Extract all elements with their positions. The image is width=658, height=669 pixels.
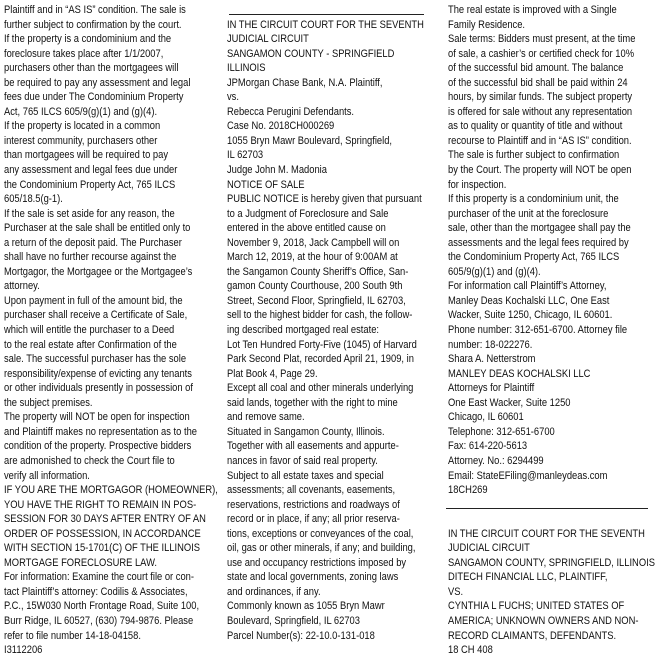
text-line: IL 62703 bbox=[227, 149, 264, 162]
text-line: Plaintiff and in “AS IS” condition. The sale is bbox=[4, 4, 186, 16]
text-line: a return of the deposit paid. The Purchaser bbox=[4, 236, 182, 249]
text-line: Telephone: 312-651-6700 bbox=[448, 425, 555, 438]
text-line: 605/18.5(g-1). bbox=[4, 193, 63, 206]
text-line: oil, gas or other minerals, if any; and building, bbox=[227, 542, 416, 555]
text-line bbox=[448, 498, 653, 513]
text-line: SESSION FOR 30 DAYS AFTER ENTRY OF AN bbox=[4, 513, 206, 526]
text-line: gamon County Courthouse, 200 South 9th bbox=[227, 280, 403, 293]
text-line: for inspection. bbox=[448, 178, 507, 191]
text-line: Upon payment in full of the amount bid, the bbox=[4, 294, 183, 307]
text-line: CYNTHIA L FUCHS; UNITED STATES OF bbox=[448, 600, 625, 613]
text-line: tact Plaintiff’s attorney: Codilis & Associates, bbox=[4, 585, 188, 598]
text-line: One East Wacker, Suite 1250 bbox=[448, 396, 571, 409]
text-line: Street, Second Floor, Springfield, IL 62703, bbox=[227, 294, 406, 307]
text-line: Attorney. No.: 6294499 bbox=[448, 454, 544, 467]
text-line: NOTICE OF SALE bbox=[227, 178, 305, 191]
text-line: fees due under The Condominium Property bbox=[4, 91, 184, 104]
text-line: reservations, restrictions and roadways of bbox=[227, 498, 400, 511]
text-line: SANGAMON COUNTY, SPRINGFIELD, ILLINOIS bbox=[448, 556, 655, 569]
text-line: Family Residence. bbox=[448, 18, 526, 31]
text-line: Shara A. Netterstrom bbox=[448, 353, 536, 366]
text-line: tions, exceptions or conveyances of the coal, bbox=[227, 527, 414, 540]
text-line: If the property is located in a common bbox=[4, 120, 161, 133]
text-line: Sale terms: Bidders must present, at the time bbox=[448, 33, 636, 46]
text-line: Together with all easements and appurte- bbox=[227, 440, 399, 453]
text-line: state and local governments, zoning laws bbox=[227, 571, 399, 584]
text-line: and Plaintiff makes no representation as to the bbox=[4, 425, 198, 438]
text-line: of the successful bid amount. The balance bbox=[448, 62, 624, 75]
text-line: Rebecca Perugini Defendants. bbox=[227, 105, 355, 118]
text-line: of sale, a cashier’s or certified check for 10% bbox=[448, 47, 635, 60]
text-line: Phone number: 312-651-6700. Attorney file bbox=[448, 324, 628, 337]
text-line: Commonly known as 1055 Bryn Mawr bbox=[227, 600, 385, 613]
text-line: Park Second Plat, recorded April 21, 1909, in bbox=[227, 353, 414, 366]
text-line: entered in the above entitled cause on bbox=[227, 222, 386, 235]
text-line: If the sale is set aside for any reason, the bbox=[4, 207, 175, 220]
text-line: and ordinances, if any. bbox=[227, 585, 321, 598]
text-line: AMERICA; UNKNOWN OWNERS AND NON- bbox=[448, 614, 639, 627]
text-line: purchaser shall receive a Certificate of Sale, bbox=[4, 309, 188, 322]
text-line: nances in favor of said real property. bbox=[227, 454, 378, 467]
text-line: sell to the highest bidder for cash, the follow- bbox=[227, 309, 413, 322]
text-line: any assessment and legal fees due under bbox=[4, 164, 178, 177]
text-line: 18 CH 408 bbox=[448, 644, 493, 657]
text-line: DITECH FINANCIAL LLC, PLAINTIFF, bbox=[448, 571, 608, 584]
text-line: IN THE CIRCUIT COURT FOR THE SEVENTH bbox=[448, 527, 645, 540]
text-line: the subject premises. bbox=[4, 396, 93, 409]
text-line: March 12, 2019, at the hour of 9:00AM at bbox=[227, 251, 398, 264]
text-line: recourse to Plaintiff and in “AS IS” condition. bbox=[448, 134, 632, 147]
text-line: If the property is a condominium and the bbox=[4, 33, 172, 46]
text-line: use and occupancy restrictions imposed by bbox=[227, 556, 407, 569]
text-line: Burr Ridge, IL 60527, (630) 794-9876. Please bbox=[4, 614, 194, 627]
text-line: IF YOU ARE THE MORTGAGOR (HOMEOWNER), bbox=[4, 484, 218, 497]
text-line: The property will NOT be open for inspection bbox=[4, 411, 190, 424]
text-line: The sale is further subject to confirmation bbox=[448, 149, 620, 162]
text-line: Purchaser at the sale shall be entitled only to bbox=[4, 222, 191, 235]
text-line: assessments and the legal fees required by bbox=[448, 236, 629, 249]
text-line: I3112206 bbox=[4, 644, 43, 657]
text-line: ing described mortgaged real estate: bbox=[227, 324, 380, 337]
text-line: For information: Examine the court file or con- bbox=[4, 571, 195, 584]
text-line: The real estate is improved with a Single bbox=[448, 4, 617, 16]
text-line bbox=[227, 3, 432, 18]
text-line: JPMorgan Chase Bank, N.A. Plaintiff, bbox=[227, 76, 383, 89]
text-line: to a Judgment of Foreclosure and Sale bbox=[227, 207, 389, 220]
text-line: to the real estate after Confirmation of the bbox=[4, 338, 177, 351]
text-line: ORDER OF POSSESSION, IN ACCORDANCE bbox=[4, 527, 201, 540]
text-line: verify all information. bbox=[4, 469, 90, 482]
text-line: JUDICIAL CIRCUIT bbox=[227, 33, 309, 46]
text-line: Chicago, IL 60601 bbox=[448, 411, 524, 424]
text-line: condition of the property. Prospective bidders bbox=[4, 440, 192, 453]
text-line: Boulevard, Springfield, IL 62703 bbox=[227, 614, 360, 627]
text-line: by the Court. The property will NOT be open bbox=[448, 164, 632, 177]
text-line: are admonished to check the Court file to bbox=[4, 454, 175, 467]
text-line: Wacker, Suite 1250, Chicago, IL 60601. bbox=[448, 309, 613, 322]
text-line: sale, other than the mortgagee shall pay the bbox=[448, 222, 631, 235]
text-line: vs. bbox=[227, 91, 239, 104]
text-line: Subject to all estate taxes and special bbox=[227, 469, 384, 482]
text-line: further subject to confirmation by the court. bbox=[4, 18, 182, 31]
text-line bbox=[448, 512, 653, 527]
text-line: WITH SECTION 15-1701(C) OF THE ILLINOIS bbox=[4, 542, 201, 555]
text-line: purchaser of the unit at the foreclosure bbox=[448, 207, 609, 220]
text-line: Email: StateEFiling@manleydeas.com bbox=[448, 469, 608, 482]
text-line: 605/9(g)(1) and (g)(4). bbox=[448, 265, 541, 278]
text-line: P.C., 15W030 North Frontage Road, Suite 100, bbox=[4, 600, 200, 613]
text-line: November 9, 2018, Jack Campbell will on bbox=[227, 236, 400, 249]
text-line: VS. bbox=[448, 585, 464, 598]
text-line: If this property is a condominium unit, the bbox=[448, 193, 619, 206]
text-line: 1055 Bryn Mawr Boulevard, Springfield, bbox=[227, 134, 393, 147]
text-line: record or in place, if any; all prior reserva- bbox=[227, 513, 400, 526]
text-line: shall have no further recourse against the bbox=[4, 251, 177, 264]
text-line: MORTGAGE FORECLOSURE LAW. bbox=[4, 556, 158, 569]
text-line: Judge John M. Madonia bbox=[227, 164, 327, 177]
column-1 bbox=[4, 3, 218, 658]
text-line: the Condominium Property Act, 765 ILCS bbox=[4, 178, 176, 191]
text-line: sale. The successful purchaser has the sole bbox=[4, 353, 187, 366]
text-line: of the successful bid shall be paid within 24 bbox=[448, 76, 628, 89]
text-line: responsibility/expense of evicting any tenants bbox=[4, 367, 192, 380]
text-line: as to quality or quantity of title and without bbox=[448, 120, 623, 133]
text-line: Lot Ten Hundred Forty-Five (1045) of Harvard bbox=[227, 338, 417, 351]
text-line: Mortgagor, the Mortgagee or the Mortgagee’s bbox=[4, 265, 193, 278]
text-line: RECORD CLAIMANTS, DEFENDANTS. bbox=[448, 629, 617, 642]
text-line: be required to pay any assessment and legal bbox=[4, 76, 191, 89]
text-line: YOU HAVE THE RIGHT TO REMAIN IN POS- bbox=[4, 498, 197, 511]
text-line: foreclosure takes place after 1/1/2007, bbox=[4, 47, 164, 60]
text-line: IN THE CIRCUIT COURT FOR THE SEVENTH bbox=[227, 18, 424, 31]
text-line: refer to file number 14-18-04158. bbox=[4, 629, 141, 642]
text-line: the Condominium Property Act, 765 ILCS bbox=[448, 251, 620, 264]
text-line: MANLEY DEAS KOCHALSKI LLC bbox=[448, 367, 591, 380]
text-line: SANGAMON COUNTY - SPRINGFIELD bbox=[227, 47, 395, 60]
text-line: interest community, purchasers other bbox=[4, 134, 158, 147]
text-line: the Sangamon County Sheriff’s Office, San- bbox=[227, 265, 409, 278]
text-line: than mortgagees will be required to pay bbox=[4, 149, 169, 162]
text-line: Attorneys for Plaintiff bbox=[448, 382, 535, 395]
text-line: said lands, together with the right to mine bbox=[227, 396, 398, 409]
text-line: number: 18-022276. bbox=[448, 338, 533, 351]
text-line: JUDICIAL CIRCUIT bbox=[448, 542, 530, 555]
text-line: which will entitle the purchaser to a Deed bbox=[4, 324, 175, 337]
text-line: Parcel Number(s): 22-10.0-131-018 bbox=[227, 629, 375, 642]
text-line: 18CH269 bbox=[448, 484, 488, 497]
text-line: ILLINOIS bbox=[227, 62, 266, 75]
text-line: Fax: 614-220-5613 bbox=[448, 440, 528, 453]
text-line: PUBLIC NOTICE is hereby given that pursuant bbox=[227, 193, 422, 206]
text-line: assessments; all covenants, easements, bbox=[227, 484, 396, 497]
text-line: purchasers other than the mortgagees will bbox=[4, 62, 179, 75]
text-line: Situated in Sangamon County, Illinois. bbox=[227, 425, 385, 438]
text-line: Case No. 2018CH000269 bbox=[227, 120, 335, 133]
text-line: Plat Book 4, Page 29. bbox=[227, 367, 318, 380]
text-line: For information call Plaintiff’s Attorney, bbox=[448, 280, 607, 293]
column-2 bbox=[227, 3, 432, 643]
text-line: hours, by similar funds. The subject property bbox=[448, 91, 633, 104]
text-line: Act, 765 ILCS 605/9(g)(1) and (g)(4). bbox=[4, 105, 158, 118]
text-line: or other individuals presently in possession of bbox=[4, 382, 193, 395]
text-line: Manley Deas Kochalski LLC, One East bbox=[448, 294, 610, 307]
text-line: attorney. bbox=[4, 280, 40, 293]
text-line: and remove same. bbox=[227, 411, 305, 424]
text-line: is offered for sale without any representation bbox=[448, 105, 633, 118]
column-3 bbox=[448, 3, 653, 658]
text-line: Except all coal and other minerals underlying bbox=[227, 382, 414, 395]
